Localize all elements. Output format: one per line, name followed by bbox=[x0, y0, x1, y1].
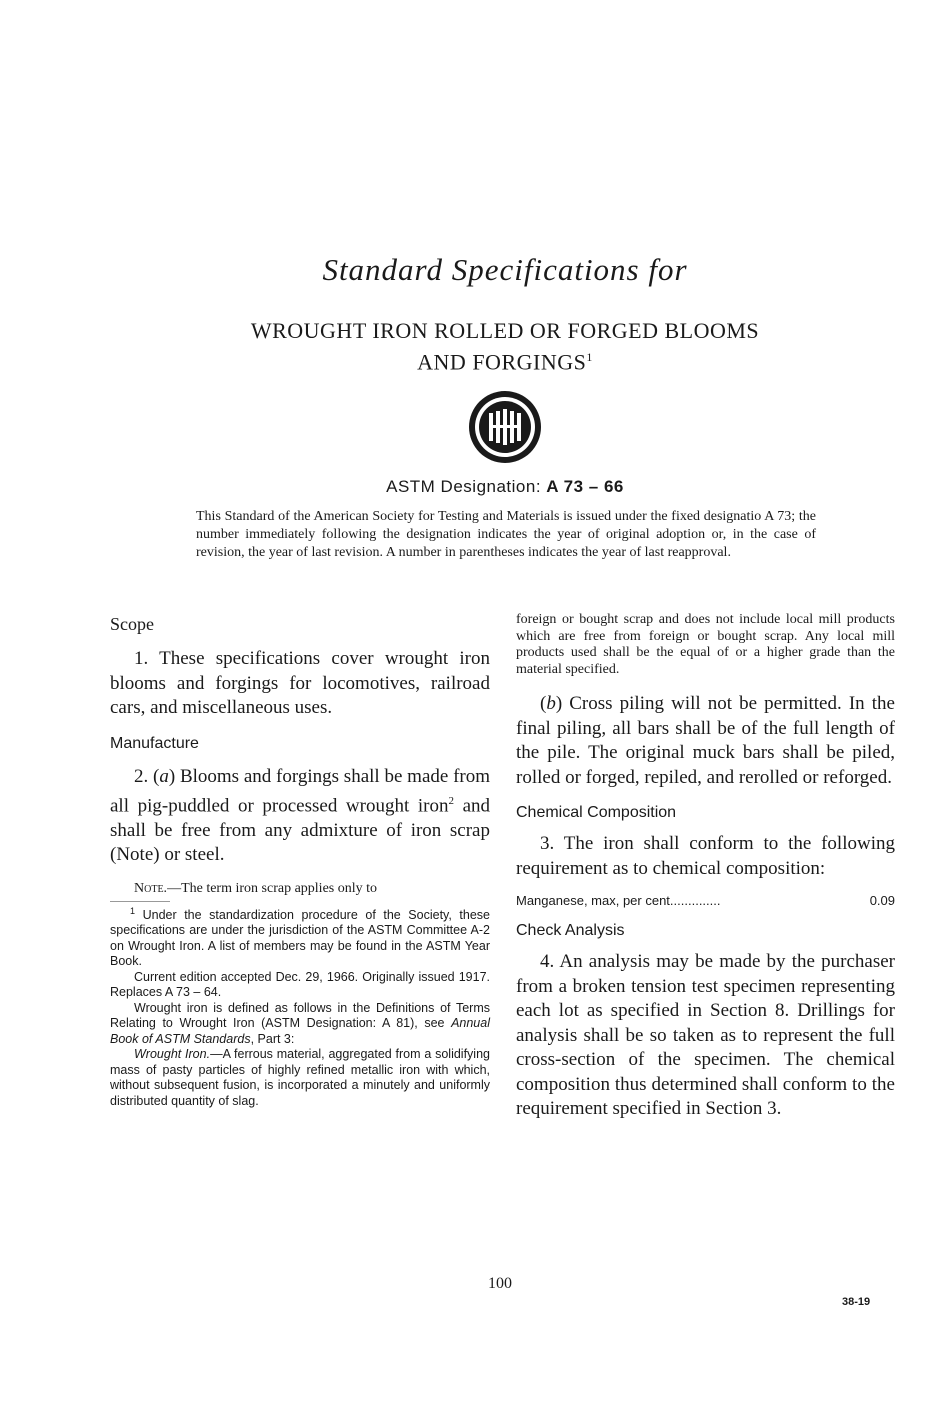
title-main bbox=[0, 318, 950, 375]
footnote-1-edition: Current edition accepted Dec. 29, 1966. Originally issued 1917. Replaces A 73 – 64. bbox=[110, 969, 490, 1000]
title-line-2: AND FORGINGS$^1$ bbox=[417, 349, 593, 375]
check-analysis-heading: Check Analysis bbox=[516, 922, 625, 939]
left-column bbox=[110, 614, 490, 1109]
note-paragraph: Note.—The term iron scrap applies only to bbox=[134, 880, 378, 896]
footnote-2-definition: Wrought Iron.—A ferrous material, aggregated from a solidifying mass of pasty particles of highly refined metallic iron with which, without subsequent fusion, is incorporated a minutely and uniformly distributed quantity of slag. bbox=[110, 1047, 490, 1108]
requirement-value: 0.09 bbox=[869, 893, 895, 908]
designation-value: A 73 – 66 bbox=[546, 477, 624, 496]
scope-paragraph: 1. These specifications cover wrought iron blooms and forgings for locomotives, railroad cars, and miscellaneous uses. bbox=[110, 648, 490, 718]
astm-logo-icon bbox=[467, 389, 543, 465]
page-code: 38-19 bbox=[842, 1296, 871, 1308]
designation bbox=[0, 477, 950, 497]
manufacture-paragraph-b: (b) Cross piling will not be permitted. In the final piling, all bars shall be of the full length of the pile. The original muck bars shall be piled, rolled or forged, repiled, and rerolled or reforged. bbox=[516, 693, 895, 788]
footnote-1: $^1$ Under the standardization procedure of the Society, these specifications are under the jurisdiction of the ASTM Committee A-2 on Wrought Iron. A list of members may be found in the ASTM Year Book. bbox=[110, 905, 490, 969]
note-continuation: foreign or bought scrap and does not include local mill products which are free from foreign or bought scrap. Any local mill products used shall be the equal of or a higher grade than the material specified. bbox=[516, 612, 895, 677]
manufacture-paragraph-a: 2. (a) Blooms and forgings shall be made from all pig-puddled or processed wrought iron$^2$ and shall be free from any admixture of iron scrap (Note) or steel. bbox=[110, 765, 491, 866]
title-italic: Standard Specifications for bbox=[322, 252, 688, 287]
right-column bbox=[516, 612, 895, 1122]
title-line-1: WROUGHT IRON ROLLED OR FORGED BLOOMS bbox=[250, 318, 760, 343]
check-analysis-paragraph: 4. An analysis may be made by the purchaser from a broken tension test specimen representing each lot as specified in Section 8. Drillings for analysis shall be so taken as to represent the full cross-section of the specimen. The chemical composition thus determined shall conform to the requirement specified in Section 3. bbox=[516, 951, 895, 1119]
chemical-composition-heading: Chemical Composition bbox=[516, 804, 677, 821]
chemical-composition-paragraph: 3. The iron shall conform to the following requirement as to chemical composition: bbox=[516, 833, 895, 879]
manufacture-heading: Manufacture bbox=[110, 734, 199, 752]
requirement-label: Manganese, max, per cent.............. bbox=[516, 893, 721, 908]
page-number: 100 bbox=[488, 1275, 512, 1292]
footnote-2: Wrought iron is defined as follows in the Definitions of Terms Relating to Wrought Iron (ASTM Designation: A 81), see Annual Book of ASTM Standards, Part 3: bbox=[110, 1000, 490, 1046]
requirement-row bbox=[516, 893, 895, 908]
note-label: Note. bbox=[134, 880, 168, 896]
scope-heading: Scope bbox=[110, 614, 154, 634]
footnote-2-mark: 2 bbox=[448, 795, 454, 807]
footnote-divider bbox=[110, 901, 170, 902]
preface-text: This Standard of the American Society for Testing and Materials is issued under the fixed designatio A 73; the number immediately following the designation indicates the year of original adoption or, in the case of revision, the year of last revision. A number in parentheses indicates the year of last reapproval. bbox=[196, 509, 816, 560]
footnotes bbox=[110, 904, 490, 1110]
title-footnote-mark: 1 bbox=[586, 350, 593, 364]
designation-label: ASTM Designation: bbox=[386, 477, 547, 496]
